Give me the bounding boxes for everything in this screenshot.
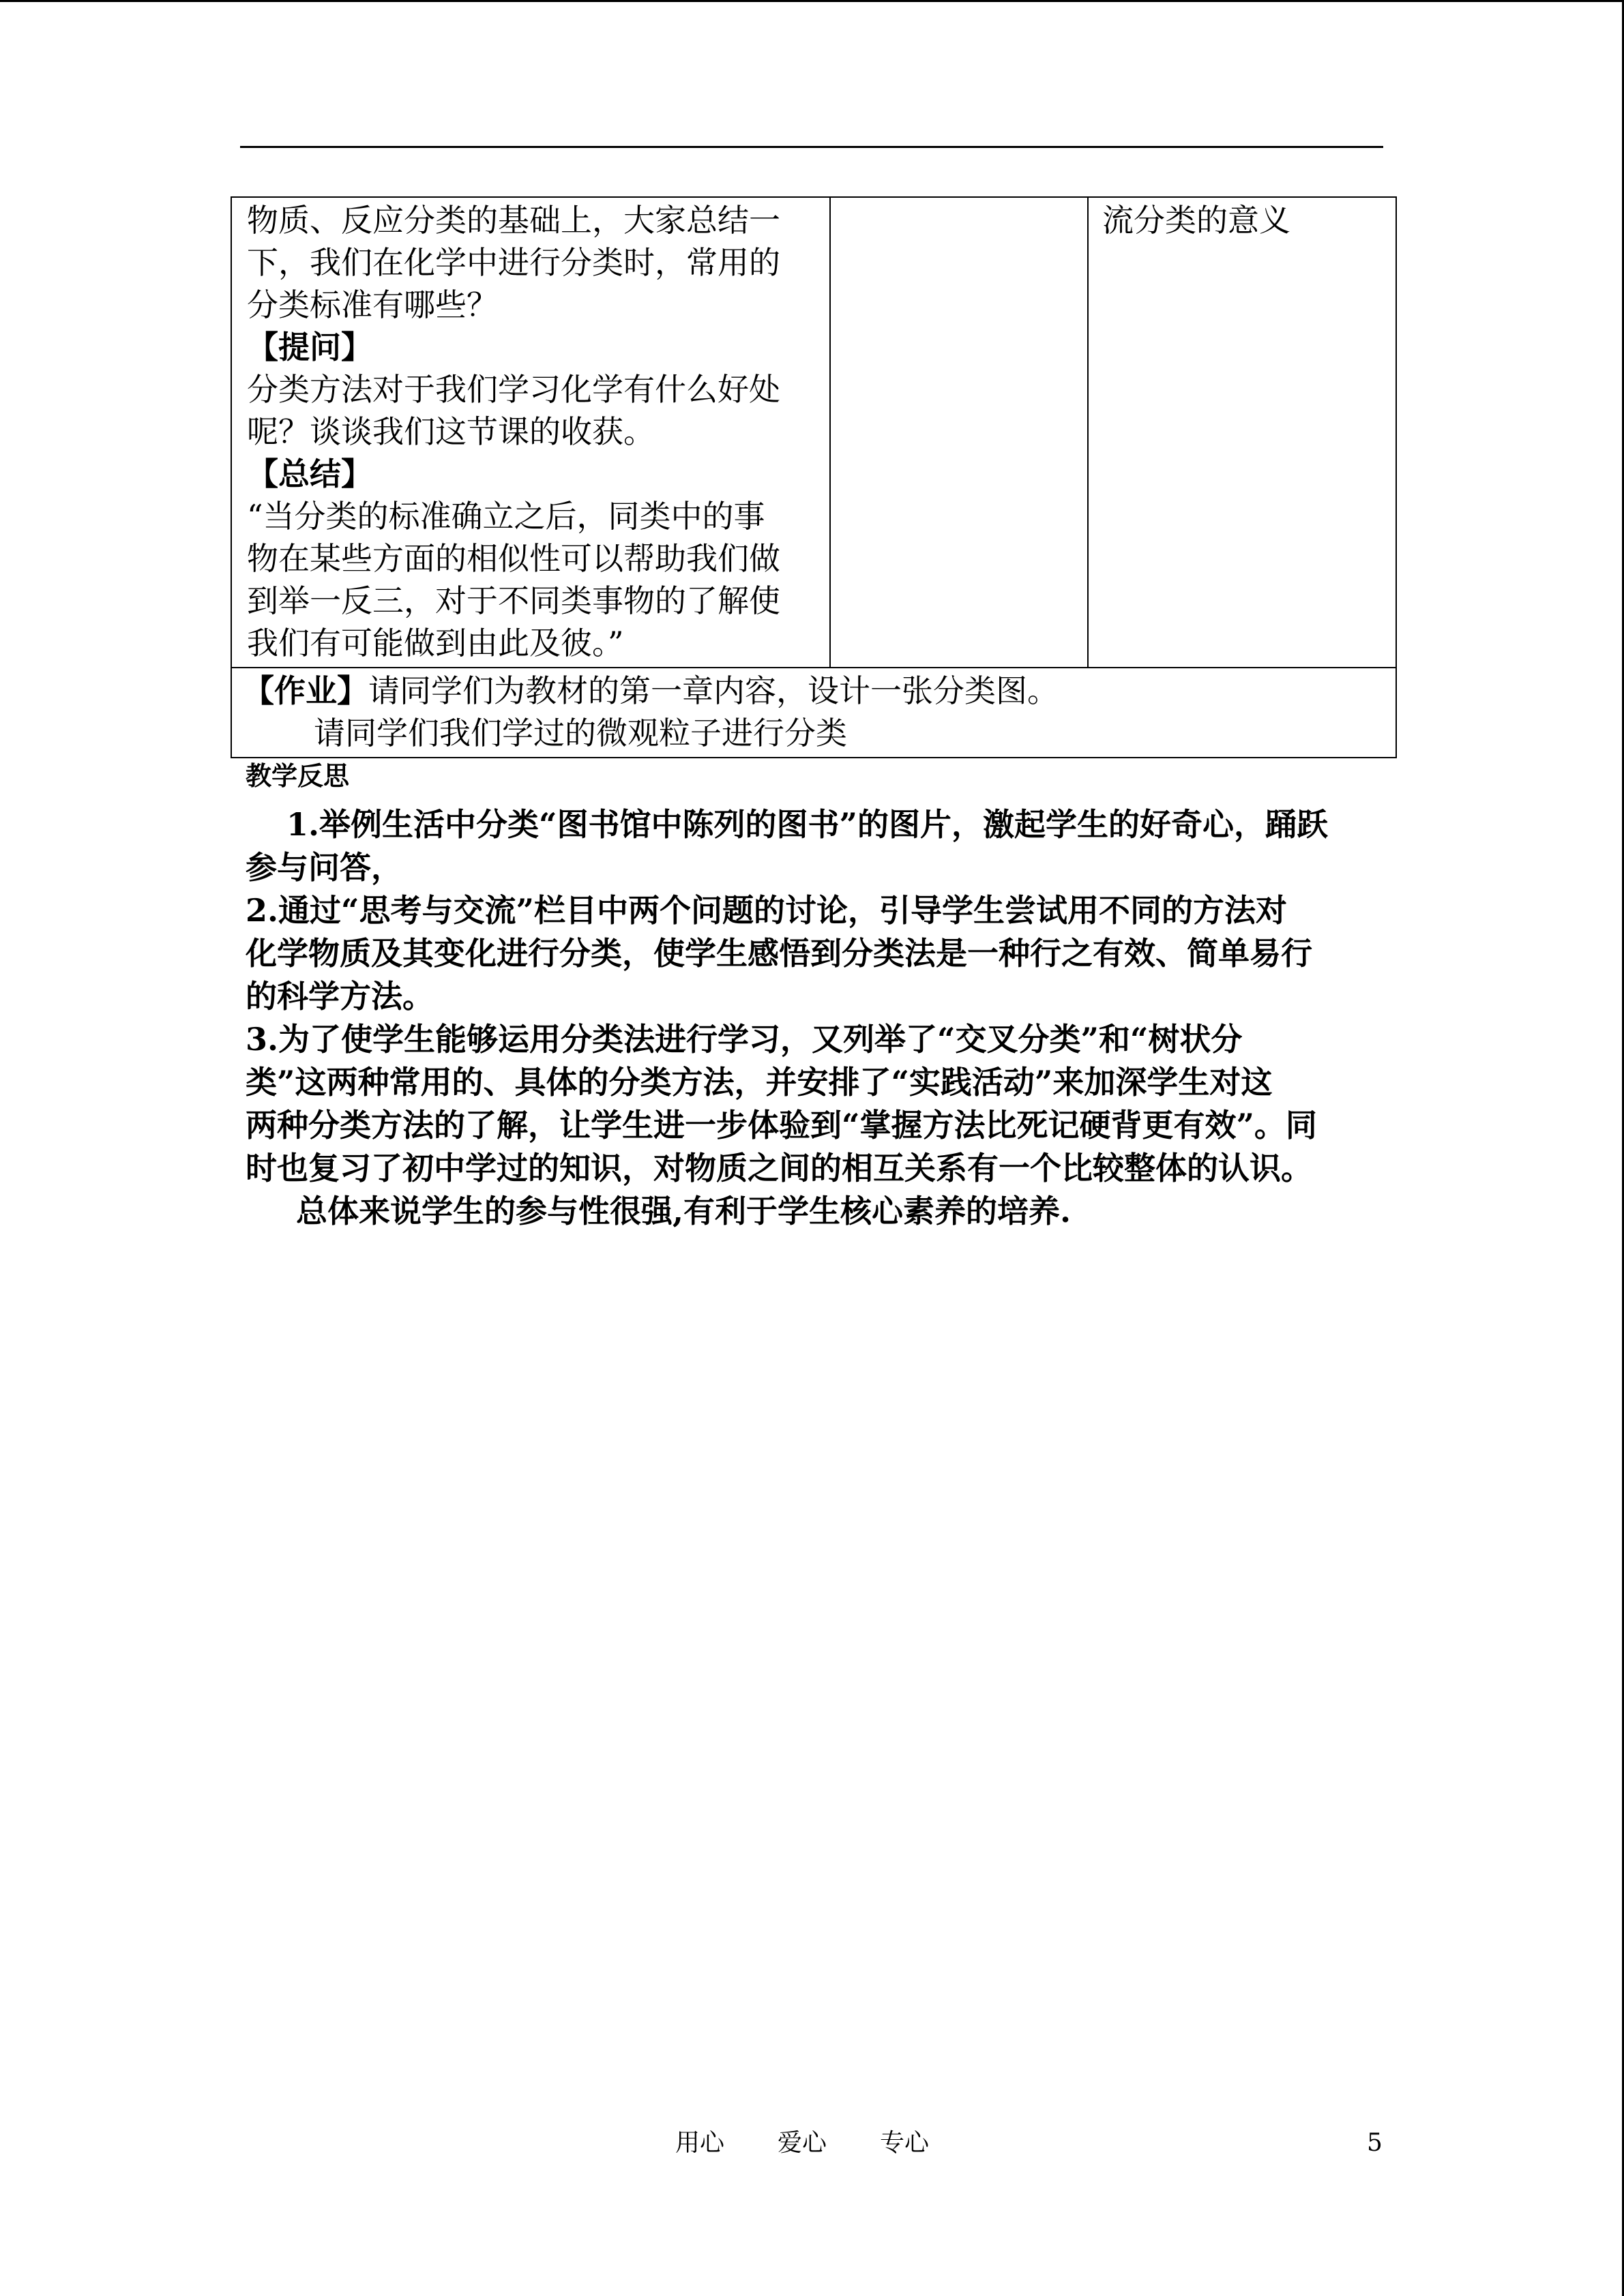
page-border-top: [0, 0, 1624, 2]
reflection-line: 总体来说学生的参与性很强,有利于学生核心素养的培养.: [296, 1193, 1072, 1229]
paragraph-line: 下，我们在化学中进行分类时，常用的: [247, 244, 780, 281]
footer-motto: 用心: [675, 2129, 725, 2157]
lesson-table: [231, 196, 1397, 758]
paragraph-line: 物在某些方面的相似性可以帮助我们做: [247, 540, 780, 577]
homework-task-1: 请同学们为教材的第一章内容，设计一张分类图。: [368, 672, 1059, 709]
footer-mottos: [675, 2126, 982, 2160]
homework-line-2: 请同学们我们学过的微观粒子进行分类: [314, 715, 847, 751]
teacher-activity-cell: [231, 197, 830, 668]
homework-cell: [231, 668, 1396, 758]
student-activity-text: [831, 198, 1087, 199]
homework-text: [232, 668, 1396, 757]
paragraph-line: “当分类的标准确立之后，同类中的事: [247, 498, 765, 535]
homework-line-1: [243, 670, 1389, 712]
paragraph-line: 物质、反应分类的基础上，大家总结一: [247, 202, 780, 239]
paragraph-line: 分类标准有哪些？: [247, 286, 498, 323]
reflection-body: [246, 803, 1391, 1233]
teaching-reflection: [246, 757, 1391, 1233]
paragraph-line: 到举一反三，对于不同类事物的了解使: [247, 582, 780, 619]
table-row-homework: [231, 668, 1396, 758]
reflection-line: 参与问答，: [246, 849, 402, 886]
reflection-line: 化学物质及其变化进行分类，使学生感悟到分类法是一种行之有效、简单易行: [246, 935, 1312, 972]
teacher-activity-text: [232, 198, 829, 667]
reflection-line: 2.通过“思考与交流”栏目中两个问题的讨论，引导学生尝试用不同的方法对: [246, 892, 1287, 929]
section-heading: 【总结】: [247, 456, 372, 492]
section-heading: 【提问】: [247, 329, 372, 366]
paragraph-line: 我们有可能做到由此及彼。”: [247, 625, 624, 661]
footer-motto: 专心: [880, 2129, 930, 2157]
homework-label: 【作业】: [243, 672, 368, 709]
paragraph-line: 分类方法对于我们学习化学有什么好处: [247, 371, 780, 408]
reflection-line: 3.为了使学生能够运用分类法进行学习，又列举了“交叉分类”和“树状分: [246, 1021, 1243, 1058]
reflection-line: 的科学方法。: [246, 978, 434, 1015]
reflection-line: 类”这两种常用的、具体的分类方法，并安排了“实践活动”来加深学生对这: [246, 1064, 1273, 1101]
design-intent-cell: [1088, 197, 1396, 668]
reflection-line: 两种分类方法的了解，让学生进一步体验到“掌握方法比死记硬背更有效”。同: [246, 1107, 1317, 1144]
header-rule: [240, 146, 1383, 148]
footer-motto: 爱心: [778, 2129, 827, 2157]
student-activity-cell: [830, 197, 1088, 668]
reflection-title: 教学反思: [246, 760, 350, 791]
reflection-line: 时也复习了初中学过的知识，对物质之间的相互关系有一个比较整体的认识。: [246, 1150, 1312, 1187]
table-row: [231, 197, 1396, 668]
paragraph-line: 呢？谈谈我们这节课的收获。: [247, 413, 655, 450]
page-number: 5: [1367, 2129, 1383, 2157]
design-intent-text: 流分类的意义: [1102, 202, 1290, 239]
reflection-line: 1.举例生活中分类“图书馆中陈列的图书”的图片，激起学生的好奇心，踊跃: [286, 806, 1328, 843]
